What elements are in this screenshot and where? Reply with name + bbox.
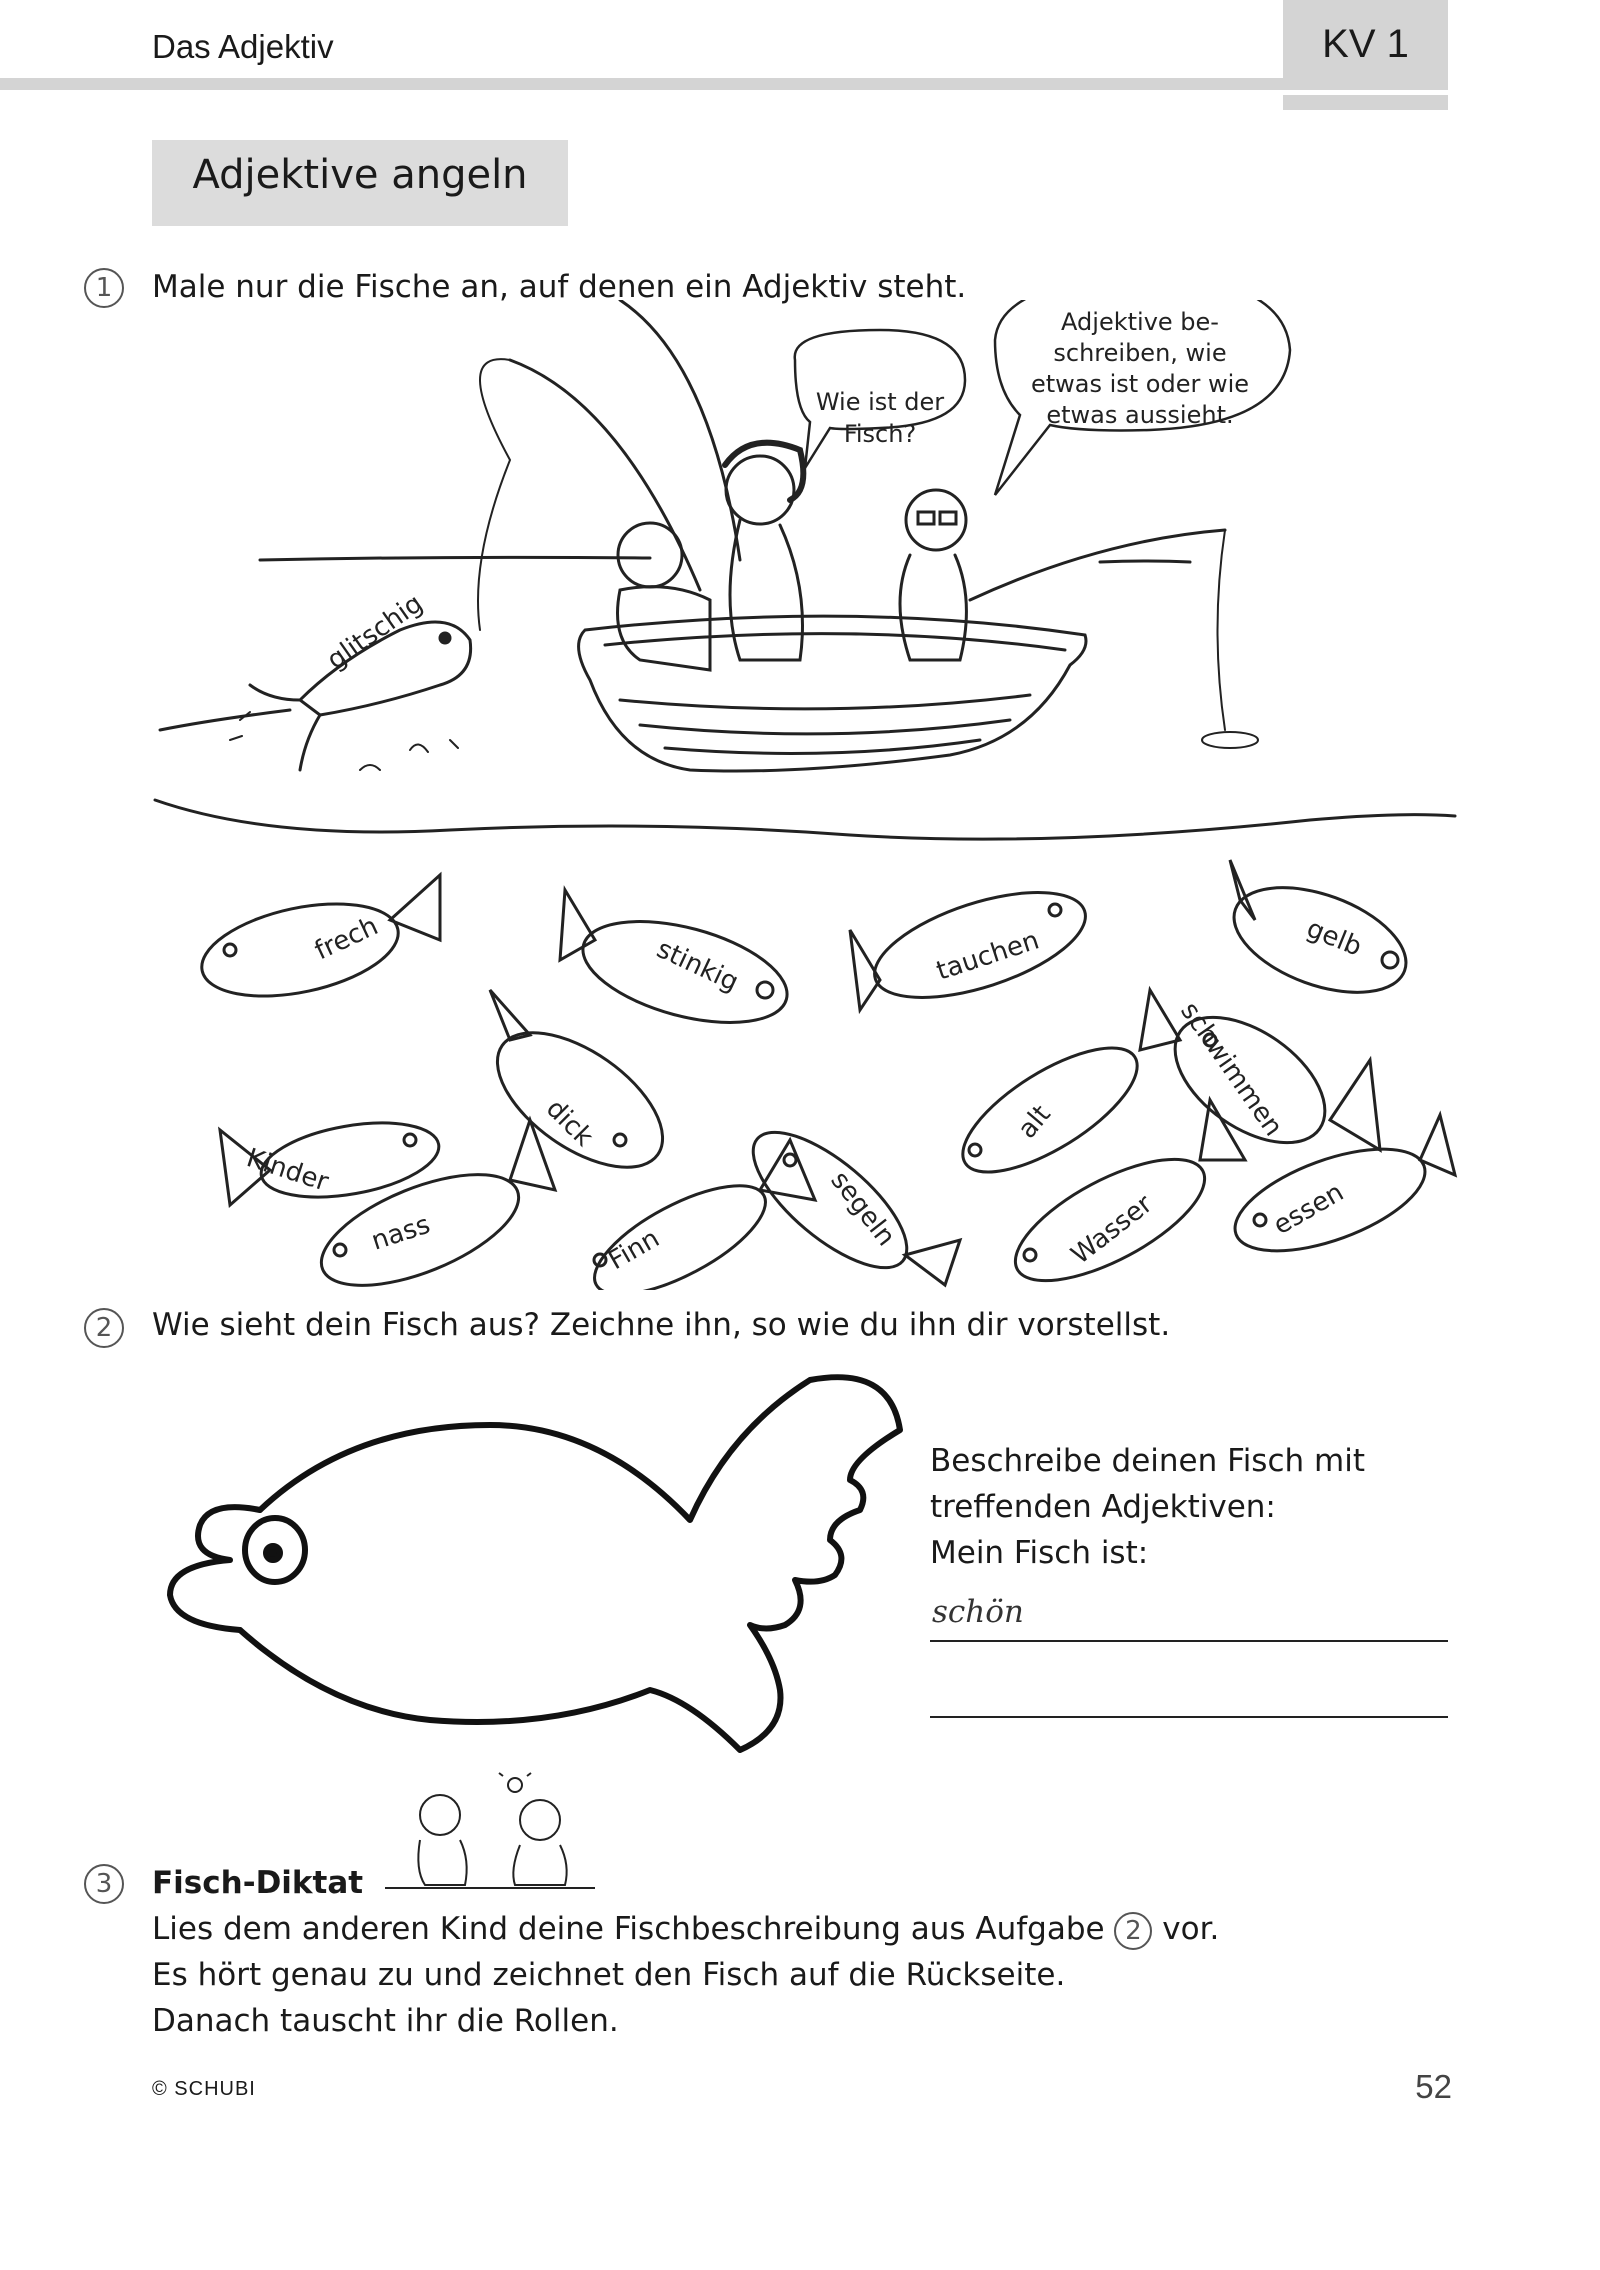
fish-word-alt: alt: [1012, 1099, 1057, 1145]
child-1-head: [618, 523, 682, 587]
horizon-line: [260, 557, 650, 560]
task-3-heading: Fisch-Diktat: [152, 1865, 364, 1901]
fish-word-gelb: gelb: [1302, 913, 1366, 963]
bubble-hint-line-2: schreiben, wie: [1053, 339, 1227, 367]
fish-dick: [475, 990, 686, 1194]
fish-word-finn: Finn: [603, 1223, 665, 1277]
worksheet-code-gap: [1283, 90, 1448, 95]
bubble-hint-line-4: etwas aussieht.: [1046, 401, 1234, 429]
fish-word-kinder: Kinder: [242, 1143, 332, 1198]
fish-word-nass: nass: [367, 1209, 434, 1257]
bubble-hint-line-3: etwas ist oder wie: [1030, 370, 1250, 398]
fish-word-frech: frech: [310, 911, 383, 967]
page-number: 52: [1415, 2068, 1452, 2105]
bubble-question-line-2: Fisch?: [843, 420, 917, 448]
task-2-number: 2: [84, 1308, 124, 1348]
task-3-line-1-end: vor.: [1162, 1911, 1220, 1947]
bubble-question-line-1: Wie ist der: [815, 388, 945, 416]
child-2-head: [726, 456, 794, 524]
task-3-line-1: [152, 1906, 1219, 1952]
fish-word-tauchen: tauchen: [932, 925, 1043, 987]
worksheet-code: KV 1: [1322, 22, 1409, 66]
describe-line-2: treffenden Adjektiven:: [930, 1489, 1276, 1525]
task-3-number: 3: [84, 1864, 124, 1904]
writing-line-2[interactable]: [930, 1716, 1448, 1718]
task-3-line-2: Es hört genau zu und zeichnet den Fisch auf die Rückseite.: [152, 1957, 1066, 1993]
fish-nass: [307, 1120, 555, 1290]
fishing-illustration: [150, 300, 1460, 1290]
task-reference-number: 2: [1114, 1912, 1152, 1950]
copyright: © SCHUBI: [152, 2078, 256, 2100]
caught-fish-word: glitschig: [321, 588, 429, 676]
bubble-hint-line-1: Adjektive be-: [1061, 308, 1219, 336]
fish-word-segeln: segeln: [824, 1165, 901, 1252]
writing-line-1[interactable]: [930, 1640, 1448, 1642]
describe-instructions: [930, 1438, 1365, 1576]
water-surface: [155, 800, 1455, 839]
answer-text[interactable]: schön: [932, 1594, 1024, 1630]
task-3-line-1-text: Lies dem anderen Kind deine Fischbeschreibung aus Aufgabe: [152, 1911, 1105, 1947]
fish-word-dick: dick: [540, 1093, 599, 1153]
horizon-line-right: [1100, 561, 1190, 562]
fish-word-wasser: Wasser: [1065, 1189, 1159, 1271]
task-3-line-3: Danach tauscht ihr die Rollen.: [152, 2003, 619, 2039]
section-title: Adjektive angeln: [192, 152, 528, 198]
partner-work-icon: [385, 1770, 595, 1905]
task-1-number: 1: [84, 268, 124, 308]
header-rule: [0, 78, 1448, 90]
describe-line-1: Beschreibe deinen Fisch mit: [930, 1443, 1365, 1479]
fish-word-essen: essen: [1268, 1177, 1349, 1242]
task-1-text: Male nur die Fische an, auf denen ein Adjektiv steht.: [152, 269, 967, 305]
worksheet-title: Das Adjektiv: [152, 28, 334, 65]
draw-your-fish-outline: [130, 1370, 920, 1760]
fish-word-schwimmen: schwimmen: [1174, 996, 1289, 1142]
task-2-text: Wie sieht dein Fisch aus? Zeichne ihn, so wie du ihn dir vorstellst.: [152, 1307, 1171, 1343]
describe-line-3: Mein Fisch ist:: [930, 1535, 1149, 1571]
fish-word-stinkig: stinkig: [652, 934, 743, 998]
